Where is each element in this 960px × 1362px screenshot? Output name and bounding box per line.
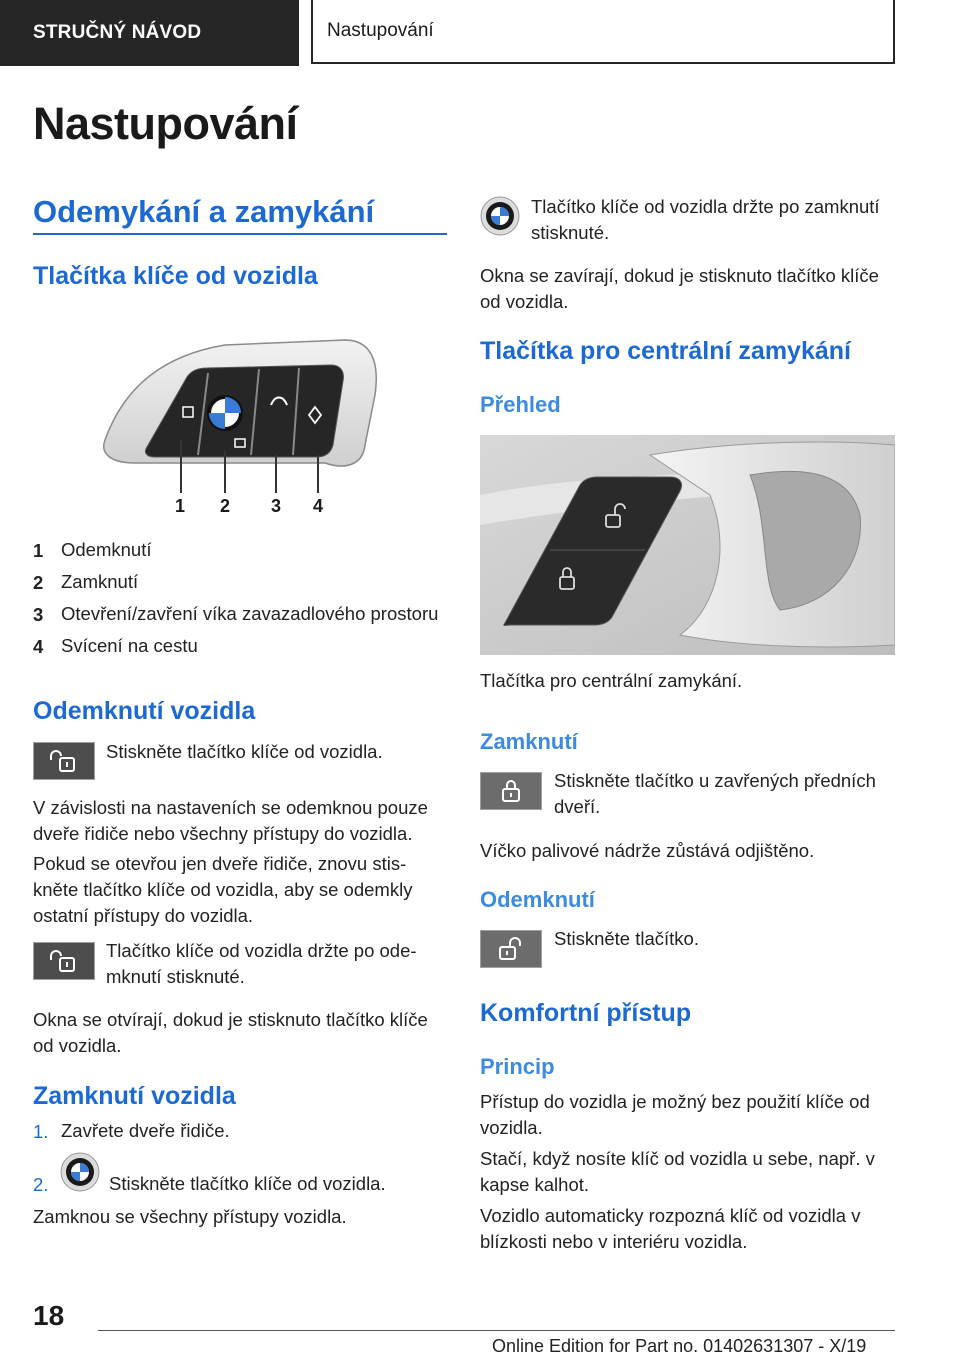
door-panel-caption: Tlačítka pro centrální zamykání. xyxy=(480,670,743,691)
callout-1: 1 xyxy=(175,496,186,516)
unlock-hold-line-2: mknutí stisknuté. xyxy=(106,966,245,987)
heading-comfort-access: Komfortní přístup xyxy=(480,999,692,1027)
legend-num-1: 1 xyxy=(33,540,44,561)
principle-paragraph-1: Přístup do vozidla je možný bez použití klíče od vozidla. xyxy=(480,1091,870,1138)
lock-step-num-2: 2. xyxy=(33,1174,49,1195)
legend-num-4: 4 xyxy=(33,636,44,657)
page-title: Nastupování xyxy=(33,98,298,149)
padlock-open-icon xyxy=(33,942,95,980)
bmw-roundel-icon xyxy=(60,1152,100,1192)
heading-lock: Zamknutí xyxy=(480,729,578,754)
heading-unlock-vehicle: Odemknutí vozidla xyxy=(33,697,256,725)
unlock-paragraph-3: Okna se otvírají, dokud je stisknuto tlačítko klíče od vozidla. xyxy=(33,1009,428,1056)
unlock-paragraph-2-line-2: kněte tlačítko klíče od vozidla, aby se odemkly xyxy=(33,879,413,900)
lock-step-text-2: Stiskněte tlačítko klíče od vozidla. xyxy=(109,1173,386,1194)
lock-step-text-1: Zavřete dveře řidiče. xyxy=(61,1120,230,1141)
heading-central-locking: Tlačítka pro centrální zamykání xyxy=(480,337,851,365)
unlock-button-text: Stiskněte tlačítko. xyxy=(554,928,699,949)
lock-button-line-1: Stiskněte tlačítko u zavřených předních xyxy=(554,770,876,791)
legend-label-1: Odemknutí xyxy=(61,539,152,560)
heading-key-buttons: Tlačítka klíče od vozidla xyxy=(33,262,318,290)
door-panel-photo xyxy=(480,435,895,655)
legend-label-3: Otevření/zavření víka zavazadlového prostoru xyxy=(61,603,439,624)
unlock-paragraph-1: V závislosti na nastaveních se odemknou pouze dveře řidiče nebo všechny přístupy do vozidla. xyxy=(33,797,428,844)
hold-lock-line-2: stisknuté. xyxy=(531,222,610,243)
heading-overview: Přehled xyxy=(480,392,561,417)
bmw-roundel-icon xyxy=(480,196,520,236)
header-section-tab xyxy=(0,0,299,66)
unlock-hold-line-1: Tlačítko klíče od vozidla držte po ode- xyxy=(106,940,417,961)
padlock-open-icon xyxy=(33,742,95,780)
windows-close-text: Okna se zavírají, dokud je stisknuto tlačítko klíče od vozidla. xyxy=(480,265,879,312)
lock-step-num-1: 1. xyxy=(33,1121,49,1142)
principle-paragraph-3: Vozidlo automaticky rozpozná klíč od vozidla v blízkosti nebo v interiéru vozidla. xyxy=(480,1205,861,1252)
heading-lock-vehicle: Zamknutí vozidla xyxy=(33,1082,236,1110)
heading-unlock-lock: Odemykání a zamykání xyxy=(33,194,375,229)
fuel-flap-text: Víčko palivové nádrže zůstává odjištěno. xyxy=(480,840,815,861)
legend-num-3: 3 xyxy=(33,604,44,625)
padlock-open-icon xyxy=(480,930,542,968)
callout-2: 2 xyxy=(220,496,231,516)
header-chapter-label: Nastupování xyxy=(327,20,434,41)
footer-edition: Online Edition for Part no. 01402631307 - X/19 xyxy=(492,1336,867,1356)
principle-paragraph-2: Stačí, když nosíte klíč od vozidla u sebe, např. v kapse kalhot. xyxy=(480,1148,875,1195)
hold-lock-line-1: Tlačítko klíče od vozidla držte po zamknutí xyxy=(531,196,880,217)
header-chapter-tab xyxy=(311,0,895,64)
heading-unlock: Odemknutí xyxy=(480,887,595,912)
unlock-paragraph-2-line-3: ostatní přístupy do vozidla. xyxy=(33,905,254,926)
unlock-paragraph-2-line-1: Pokud se otevřou jen dveře řidiče, znovu stis- xyxy=(33,853,407,874)
page-number: 18 xyxy=(33,1300,65,1331)
unlock-icon-text: Stiskněte tlačítko klíče od vozidla. xyxy=(106,741,383,762)
lock-paragraph: Zamknou se všechny přístupy vozidla. xyxy=(33,1206,347,1227)
callout-4: 4 xyxy=(313,496,324,516)
heading-rule xyxy=(33,233,447,235)
key-fob-illustration xyxy=(95,335,385,520)
heading-principle: Princip xyxy=(480,1054,555,1079)
header-section-label: STRUČNÝ NÁVOD xyxy=(33,22,202,43)
legend-label-4: Svícení na cestu xyxy=(61,635,198,656)
callout-3: 3 xyxy=(271,496,282,516)
legend-num-2: 2 xyxy=(33,572,44,593)
footer-rule xyxy=(98,1330,895,1331)
padlock-closed-icon xyxy=(480,772,542,810)
lock-button-line-2: dveří. xyxy=(554,796,601,817)
legend-label-2: Zamknutí xyxy=(61,571,139,592)
